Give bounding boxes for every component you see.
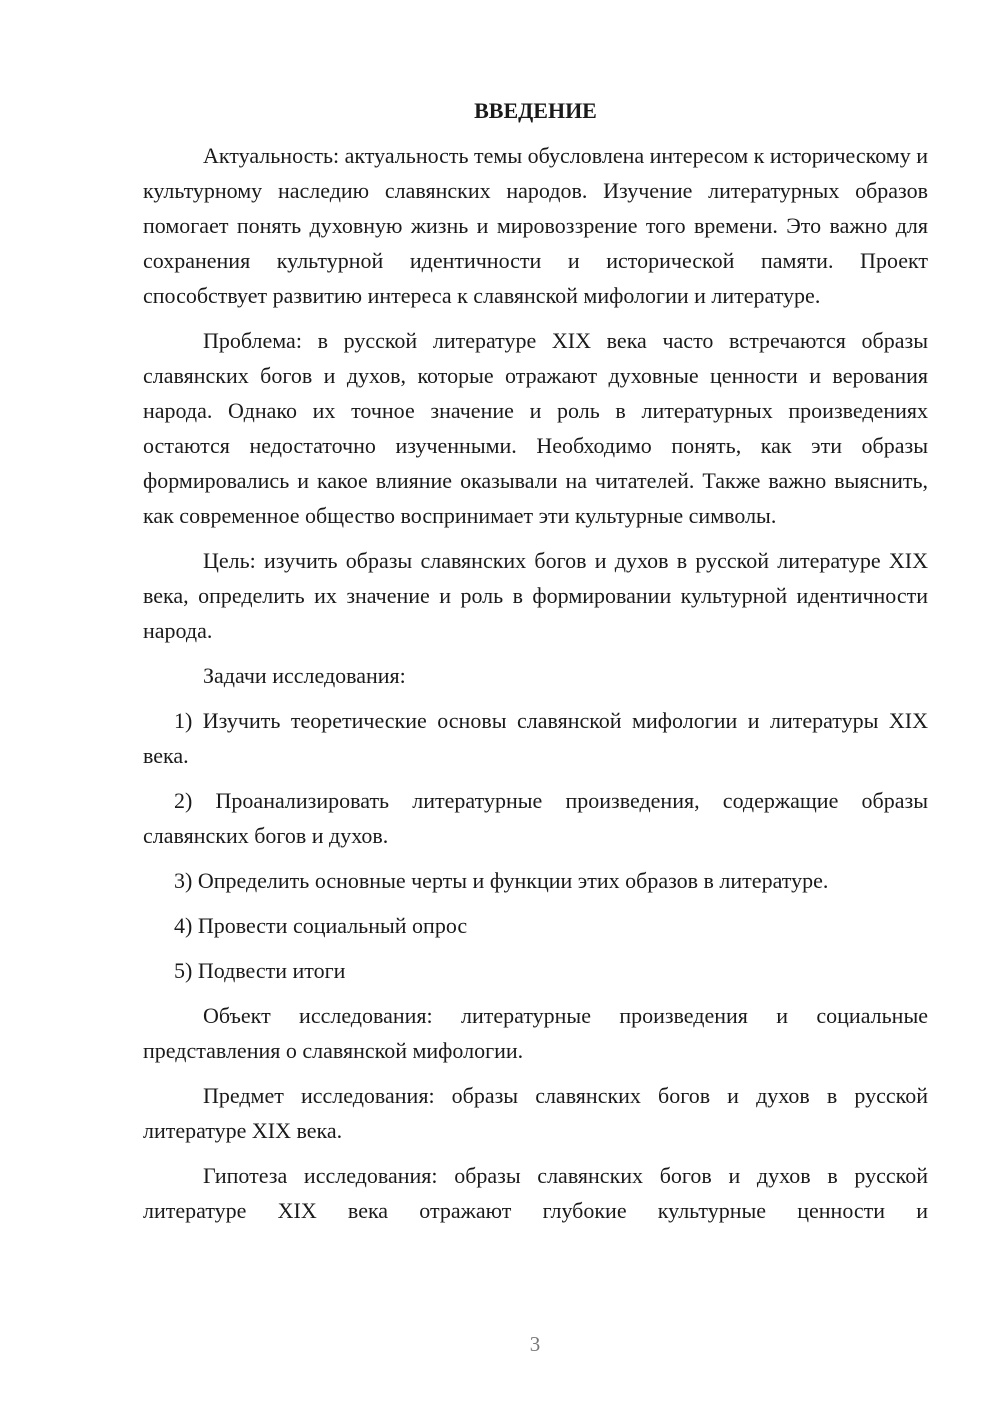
paragraph-relevance: Актуальность: актуальность темы обусловлена интересом к историческому и культурному наследию славянских народов. Изучение литературных образов помогает понять духовную жизнь и мировоззрение того времени. Это важно для сохранения культурной идентичности и исторической памяти. Проект способствует развитию интереса к славянской мифологии и литературе.: [143, 143, 928, 308]
paragraph-goal: Цель: изучить образы славянских богов и духов в русской литературе XIX века, определить их значение и роль в формировании культурной идентичности народа.: [143, 548, 928, 643]
page-number: 3: [529, 1332, 541, 1356]
task-item-4: 4) Провести социальный опрос: [174, 913, 468, 938]
paragraph-problem: Проблема: в русской литературе XIX века часто встречаются образы славянских богов и духов, которые отражают духовные ценности и верования народа. Однако их точное значение и роль в литературных произведениях остаются недостаточно изученными. Необходимо понять, как эти образы формировались и какое влияние оказывали на читателей. Также важно выяснить, как современное общество воспринимает эти культурные символы.: [143, 328, 928, 528]
page-title: ВВЕДЕНИЕ: [474, 98, 597, 123]
task-item-3: 3) Определить основные черты и функции этих образов в литературе.: [174, 868, 829, 893]
paragraph-subject: Предмет исследования: образы славянских богов и духов в русской литературе XIX века.: [143, 1083, 928, 1143]
task-item-2: 2) Проанализировать литературные произведения, содержащие образы славянских богов и духов.: [143, 788, 928, 848]
page-content: [143, 93, 928, 1238]
paragraph-object: Объект исследования: литературные произведения и социальные представления о славянской мифологии.: [143, 1003, 928, 1063]
task-item-5: 5) Подвести итоги: [174, 958, 346, 983]
tasks-heading: Задачи исследования:: [203, 663, 406, 688]
task-item-1: 1) Изучить теоретические основы славянской мифологии и литературы XIX века.: [143, 708, 928, 768]
paragraph-hypothesis: Гипотеза исследования: образы славянских богов и духов в русской литературе XIX века отражают глубокие культурные ценности и: [143, 1163, 928, 1223]
